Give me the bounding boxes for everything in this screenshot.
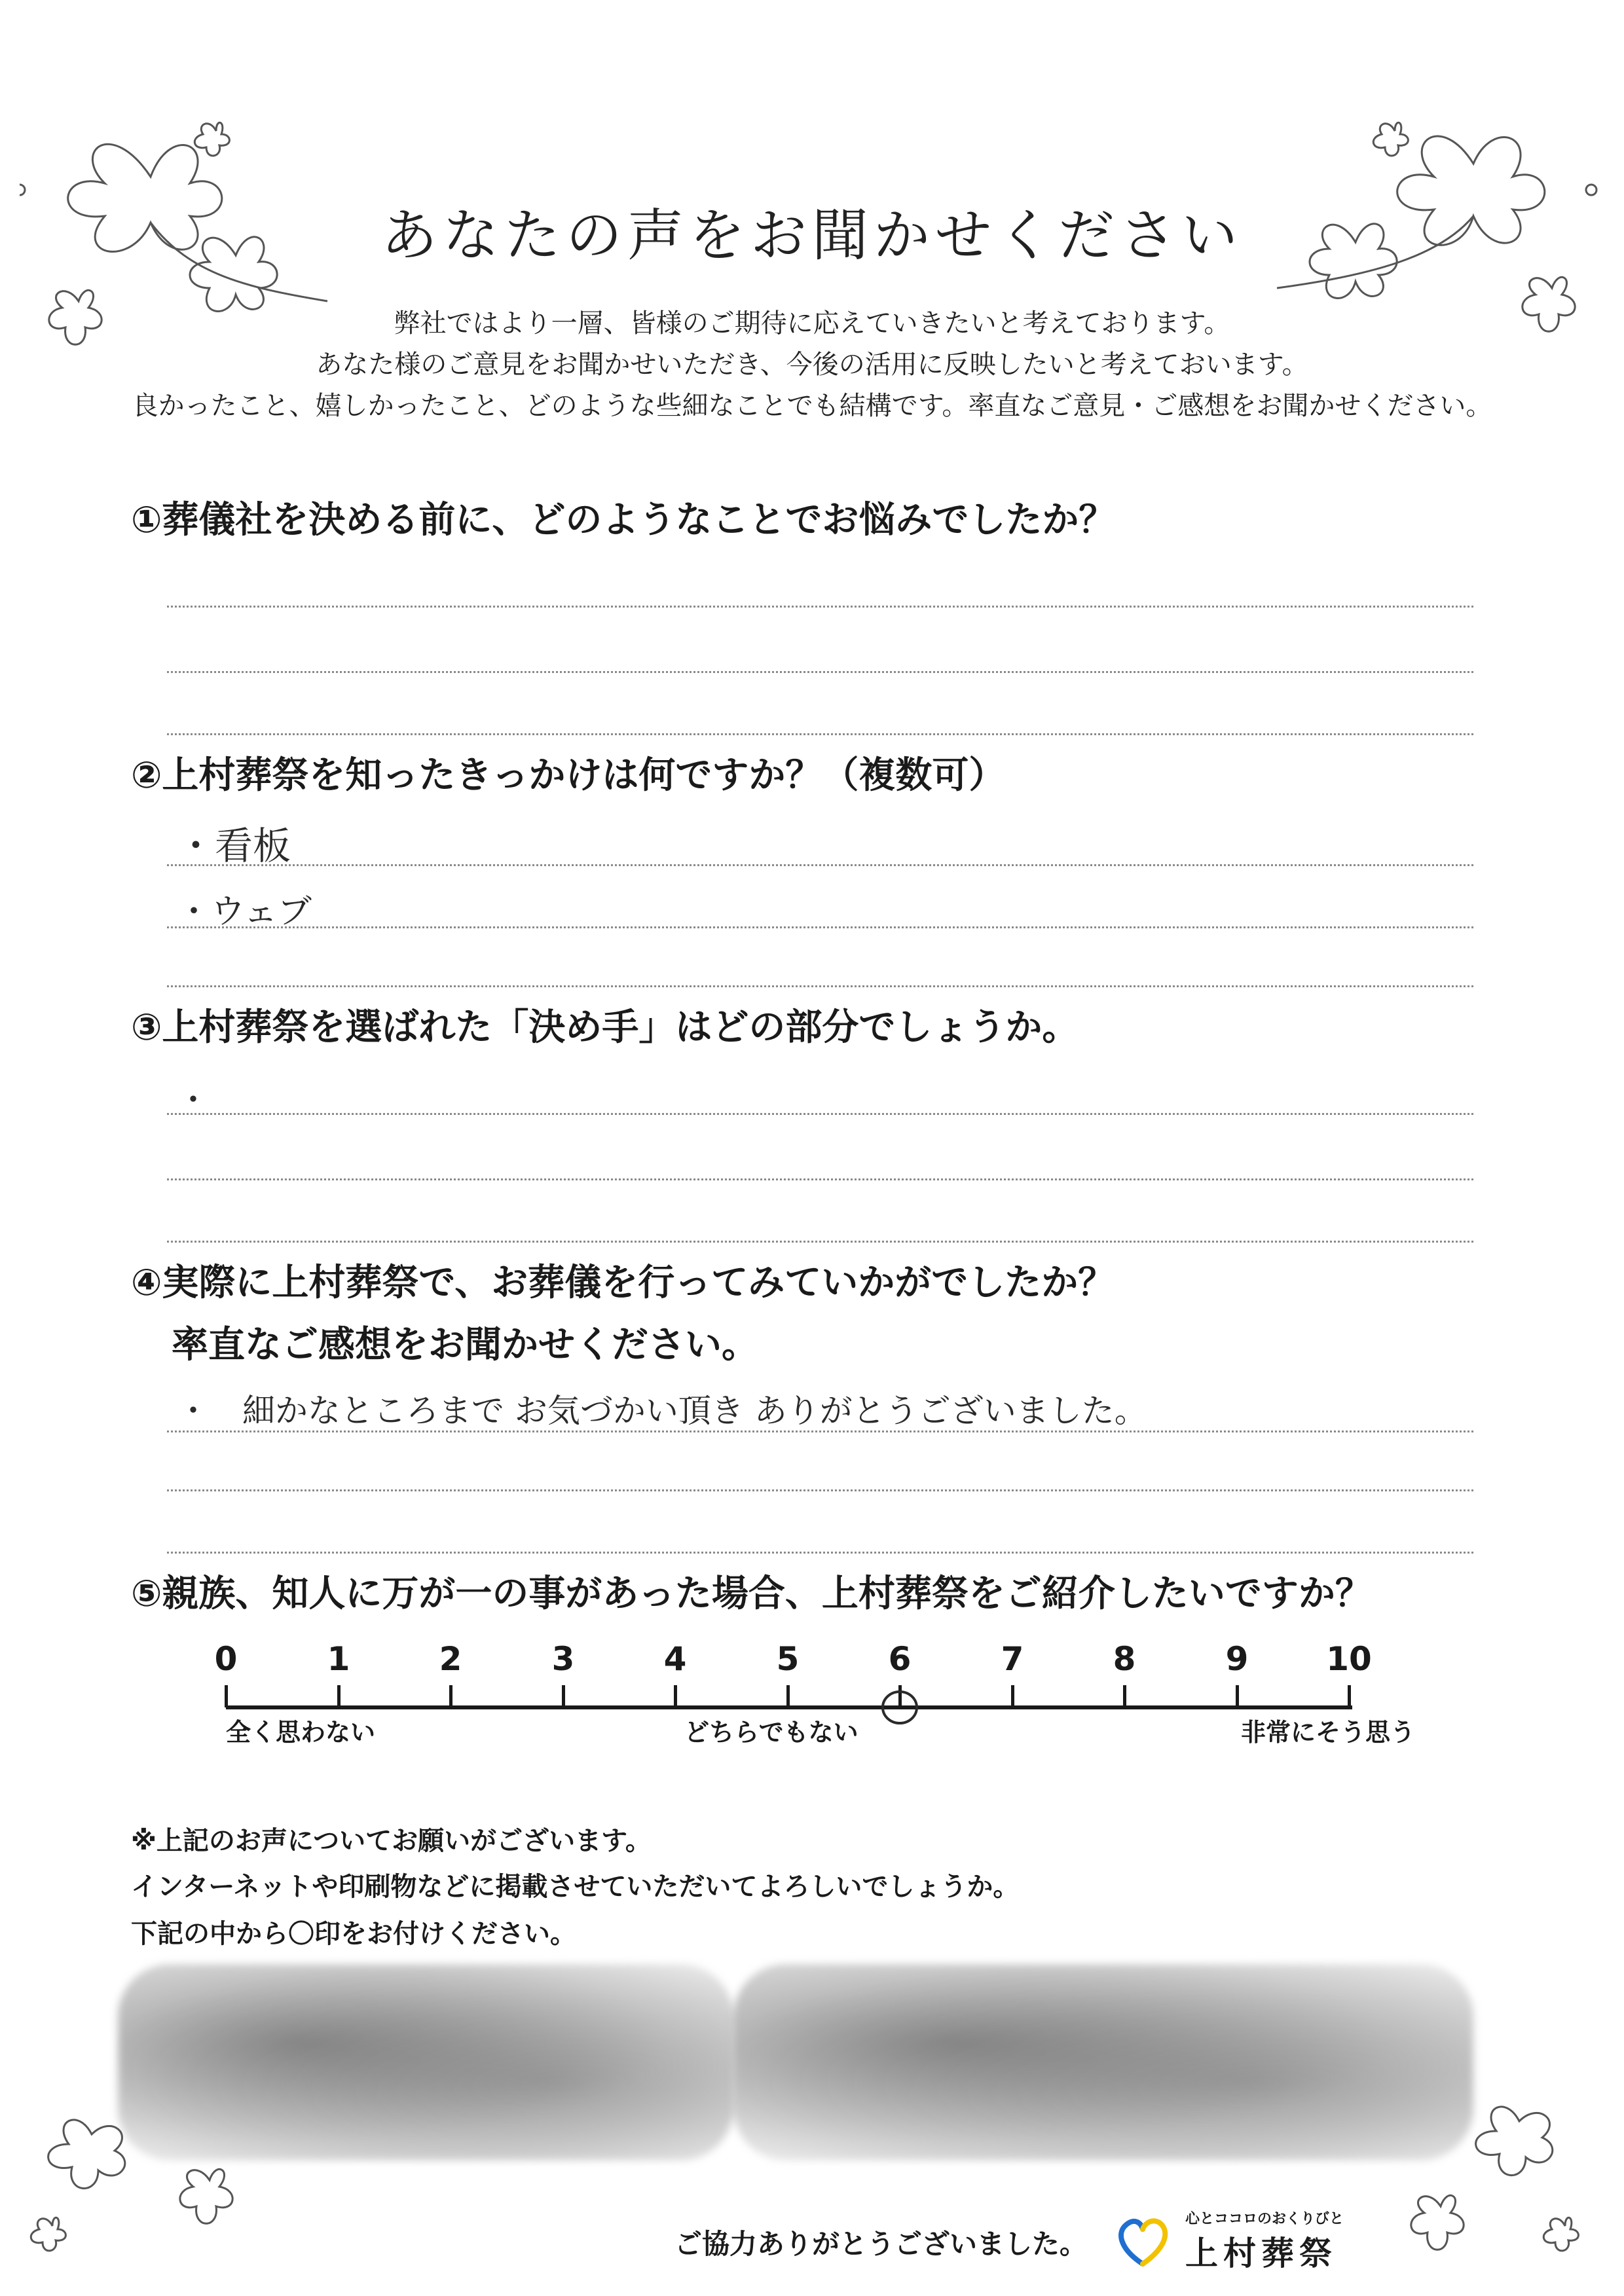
answer-line[interactable] — [167, 864, 1473, 866]
scale-number-1[interactable]: 1 — [327, 1640, 350, 1678]
scale-tick — [562, 1685, 565, 1707]
scale-number-6[interactable]: 6 — [888, 1640, 912, 1678]
scale-tick — [225, 1685, 228, 1707]
scale-number-5[interactable]: 5 — [776, 1640, 800, 1678]
scale-tick — [1123, 1685, 1126, 1707]
redacted-area — [118, 1964, 733, 2160]
scale-tick — [1011, 1685, 1014, 1707]
question-1-label: ①葬儀社を決める前に、どのようなことでお悩みでしたか？ — [131, 499, 1116, 541]
selected-rating-circle — [874, 1685, 926, 1730]
scale-number-9[interactable]: 9 — [1225, 1640, 1249, 1678]
answer-line[interactable] — [167, 985, 1473, 987]
scale-number-2[interactable]: 2 — [439, 1640, 462, 1678]
thanks-text: ご協力ありがとうございました。 — [674, 2228, 1088, 2260]
handwritten-answer: ・看板 — [177, 824, 291, 868]
answer-line[interactable] — [167, 733, 1473, 735]
answer-line[interactable] — [167, 1552, 1473, 1554]
answer-line[interactable] — [167, 1113, 1473, 1115]
note-line-2: インターネットや印刷物などに掲載させていただいてよろしいでしょうか。 — [131, 1872, 1020, 1902]
question-4-label: ④実際に上村葬祭で、お葬儀を行ってみていかがでしたか？ — [131, 1262, 1115, 1304]
question-2-label: ②上村葬祭を知ったきっかけは何ですか？（複数可） — [131, 754, 1006, 797]
handwritten-answer: ・ — [177, 1081, 210, 1119]
scale-label-low: 全く思わない — [226, 1718, 376, 1747]
scale-tick — [786, 1685, 790, 1707]
scale-number-4[interactable]: 4 — [663, 1640, 687, 1678]
scale-label-high: 非常にそう思う — [1241, 1718, 1416, 1747]
answer-line[interactable] — [167, 1241, 1473, 1243]
note-line-3: 下記の中から〇印をお付けください。 — [131, 1919, 576, 1949]
scale-number-8[interactable]: 8 — [1113, 1640, 1136, 1678]
note-line-1: ※上記のお声についてお願いがございます。 — [131, 1826, 652, 1856]
intro-line-1: 弊社ではより一層、皆様のご期待に応えていきたいと考えております。 — [394, 308, 1230, 338]
question-5-label: ⑤親族、知人に万が一の事があった場合、上村葬祭をご紹介したいですか？ — [131, 1573, 1372, 1615]
handwritten-answer: ・ウェブ — [177, 892, 312, 932]
scale-number-7[interactable]: 7 — [1001, 1640, 1024, 1678]
scale-tick — [449, 1685, 452, 1707]
scale-number-3[interactable]: 3 — [551, 1640, 575, 1678]
answer-line[interactable] — [167, 671, 1473, 673]
intro-line-3: 良かったこと、嬉しかったこと、どのような些細なことでも結構です。率直なご意見・ご感想をお聞かせください。 — [132, 391, 1492, 421]
answer-line[interactable] — [167, 1178, 1473, 1180]
answer-line[interactable] — [167, 606, 1473, 608]
answer-line[interactable] — [167, 1430, 1473, 1432]
logo-name: 上村葬祭 — [1185, 2234, 1337, 2272]
scale-tick — [674, 1685, 677, 1707]
logo-tagline: 心とココロのおくりびと — [1185, 2211, 1344, 2227]
intro-line-2: あなた様のご意見をお聞かせいただき、今後の活用に反映したいと考えておいます。 — [316, 350, 1308, 380]
handwritten-answer: ・ 細かなところまで お気づかい頂き ありがとうございました。 — [177, 1392, 1147, 1430]
scale-tick — [337, 1685, 341, 1707]
scale-number-0[interactable]: 0 — [214, 1640, 238, 1678]
scale-tick — [1236, 1685, 1239, 1707]
heart-logo-icon — [1113, 2213, 1172, 2269]
answer-line[interactable] — [167, 1489, 1473, 1491]
scale-label-mid: どちらでもない — [684, 1718, 858, 1747]
scale-tick — [1348, 1685, 1351, 1707]
question-4-label-2: 率直なご感想をお聞かせください。 — [172, 1324, 758, 1366]
redacted-area — [733, 1964, 1473, 2160]
page-title: あなたの声をお聞かせください — [381, 203, 1243, 268]
scale-number-10[interactable]: 10 — [1326, 1640, 1372, 1678]
answer-line[interactable] — [167, 926, 1473, 928]
question-3-label: ③上村葬祭を選ばれた「決め手」はどの部分でしょうか。 — [131, 1006, 1079, 1049]
